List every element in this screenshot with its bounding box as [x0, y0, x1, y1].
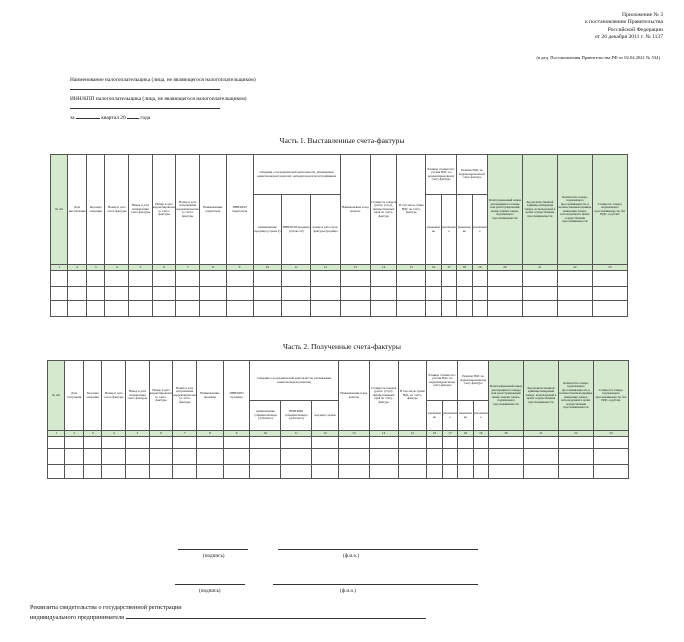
p1-col-2: Дата выставления: [68, 155, 87, 265]
column-number: 3: [86, 265, 105, 271]
table-cell[interactable]: [487, 287, 522, 301]
appendix-line-4: от 26 декабря 2011 г. № 1137: [594, 34, 663, 41]
table-cell[interactable]: [427, 449, 442, 465]
p2-col-19: увеличение: [473, 401, 488, 431]
p2-col-3: Код вида операции: [83, 361, 102, 431]
p2-data-row: [48, 465, 629, 479]
column-number: 17: [442, 431, 457, 437]
table-cell[interactable]: [487, 271, 522, 287]
table-cell[interactable]: [253, 271, 282, 287]
p2-col-9: ИНН/КПП продавца: [223, 361, 250, 431]
table-cell[interactable]: [282, 301, 311, 317]
table-cell[interactable]: [223, 437, 250, 449]
table-cell[interactable]: [442, 465, 457, 479]
fio-line-1: [278, 549, 478, 550]
column-number: 23: [593, 431, 628, 437]
table-cell[interactable]: [522, 287, 557, 301]
table-cell[interactable]: [83, 449, 102, 465]
p1-col-17: увеличение: [441, 195, 456, 265]
p1-col-7: Номер и дата исправления корректировочного счета-фактуры: [176, 155, 200, 265]
table-cell[interactable]: [102, 465, 126, 479]
p2-col-20: Регистрационный номер декларации на товары или регистрационный номер партии товара, подлежащего прослеживаемости: [489, 361, 524, 431]
p1-col-19: увеличение: [472, 195, 487, 265]
table-cell[interactable]: [557, 287, 592, 301]
table-cell[interactable]: [472, 287, 487, 301]
table-cell[interactable]: [197, 465, 224, 479]
period-goda: года: [140, 115, 151, 121]
taxpayer-name-label: Наименование налогоплательщика (лица, не являющегося налогоплательщиком): [70, 77, 256, 83]
table-cell[interactable]: [592, 301, 627, 317]
table-cell[interactable]: [253, 301, 282, 317]
table-cell[interactable]: [311, 271, 341, 287]
table-cell[interactable]: [129, 271, 153, 287]
table-cell[interactable]: [370, 301, 397, 317]
table-cell[interactable]: [48, 465, 65, 479]
table-cell[interactable]: [86, 271, 105, 287]
table-cell[interactable]: [312, 465, 339, 479]
table-cell[interactable]: [458, 449, 473, 465]
column-number: 16: [427, 431, 442, 437]
signature-caption-2: (подпись): [199, 588, 221, 594]
signature-caption-1: (подпись): [203, 553, 225, 559]
table-cell[interactable]: [152, 287, 176, 301]
column-number: 1: [51, 265, 68, 271]
table-cell[interactable]: [68, 301, 87, 317]
column-number: 7: [173, 431, 197, 437]
table-cell[interactable]: [149, 465, 173, 479]
taxpayer-name-line: [70, 89, 220, 90]
p1-col-20: Регистрационный номер декларации на товары или регистрационный номер партии товара, подлежащего прослеживаемости: [487, 155, 522, 265]
column-number: 9: [223, 431, 250, 437]
requisites-block: [30, 603, 426, 623]
p1-col-18: уменьшение: [457, 195, 472, 265]
column-number: 17: [441, 265, 456, 271]
column-number: 2: [68, 265, 87, 271]
table-cell[interactable]: [426, 287, 441, 301]
table-cell[interactable]: [51, 271, 68, 287]
table-cell[interactable]: [473, 437, 488, 449]
column-number: 1: [48, 431, 65, 437]
table-cell[interactable]: [126, 465, 150, 479]
table-cell[interactable]: [398, 437, 427, 449]
table-cell[interactable]: [105, 287, 129, 301]
p2-col-4: Номер и дата счета-фактуры: [102, 361, 126, 431]
column-number: 4: [105, 265, 129, 271]
p2-data-row: [48, 437, 629, 449]
table-cell[interactable]: [152, 301, 176, 317]
p1-col-6: Номер и дата корректировочного счета-фактуры: [152, 155, 176, 265]
table-cell[interactable]: [593, 449, 628, 465]
column-number: 19: [472, 265, 487, 271]
column-number: 14: [370, 265, 397, 271]
column-number: 22: [558, 431, 593, 437]
p1-data-row: [51, 287, 628, 301]
table-cell[interactable]: [311, 287, 341, 301]
table-cell[interactable]: [149, 449, 173, 465]
p2-col-15: В том числе сумма НДС по счету-фактуре: [398, 361, 427, 431]
column-number: 21: [523, 431, 558, 437]
appendix-line-3: Российской Федерации: [607, 26, 663, 33]
p2-col-22: Количество товара, подлежащего прослеживаемости, в количественной единице измерения товара, используемой в целях осуществления прослеживаемости: [558, 361, 593, 431]
table-cell[interactable]: [129, 287, 153, 301]
column-number: 10: [253, 265, 282, 271]
table-cell[interactable]: [427, 437, 442, 449]
column-number: 12: [311, 265, 341, 271]
table-cell[interactable]: [226, 271, 253, 287]
table-cell[interactable]: [86, 301, 105, 317]
requisites-line-2-text: индивидуального предпринимателя: [30, 614, 125, 621]
column-number: 4: [102, 431, 126, 437]
table-cell[interactable]: [105, 271, 129, 287]
column-number: 18: [458, 431, 473, 437]
table-cell[interactable]: [253, 287, 282, 301]
table-cell[interactable]: [472, 271, 487, 287]
p1-col-9: ИНН/КПП покупателя: [226, 155, 253, 265]
table-cell[interactable]: [442, 449, 457, 465]
p1-group-diff-cost: Разница стоимости с учетом НДС по корректировочному счету-фактуре: [426, 155, 457, 195]
p2-data-row: [48, 449, 629, 465]
table-cell[interactable]: [173, 449, 197, 465]
appendix-header: [585, 12, 663, 42]
p2-col-6: Номер и дата корректировочного счета-фактуры: [149, 361, 173, 431]
table-cell[interactable]: [340, 301, 370, 317]
p2-col-13: Наименование и код валюты: [338, 361, 369, 431]
table-cell[interactable]: [176, 271, 200, 287]
column-number: 8: [200, 265, 227, 271]
p2-col-7: Номер и дата исправления корректировочного счета-фактуры: [173, 361, 197, 431]
column-number: 9: [226, 265, 253, 271]
table-cell[interactable]: [65, 437, 84, 449]
table-cell[interactable]: [557, 271, 592, 287]
column-number: 12: [312, 431, 339, 437]
table-cell[interactable]: [369, 449, 398, 465]
taxpayer-inn-label: ИНН/КПП налогоплательщика (лица, не являющегося налогоплательщиком): [70, 96, 247, 102]
table-cell[interactable]: [523, 437, 558, 449]
table-cell[interactable]: [129, 301, 153, 317]
column-number: 6: [149, 431, 173, 437]
table-cell[interactable]: [68, 287, 87, 301]
table-cell[interactable]: [442, 437, 457, 449]
p2-col-21: Код количественной единицы измерения товара, используемой в целях осуществления прослеживаемости: [523, 361, 558, 431]
column-number: 16: [426, 265, 441, 271]
table-cell[interactable]: [473, 465, 488, 479]
table-cell[interactable]: [126, 449, 150, 465]
table-cell[interactable]: [398, 465, 427, 479]
table-cell[interactable]: [282, 271, 311, 287]
p1-col-4: Номер и дата счета-фактуры: [105, 155, 129, 265]
table-cell[interactable]: [311, 301, 341, 317]
fio-line-2: [273, 584, 478, 585]
table-cell[interactable]: [200, 287, 227, 301]
table-cell[interactable]: [126, 437, 150, 449]
p2-col-2: Дата получения: [65, 361, 84, 431]
table-cell[interactable]: [473, 449, 488, 465]
table-cell[interactable]: [397, 271, 426, 287]
column-number: 15: [398, 431, 427, 437]
p2-col-17: увеличение: [442, 401, 457, 431]
table-cell[interactable]: [558, 465, 593, 479]
table-cell[interactable]: [48, 449, 65, 465]
p1-col-3: Код вида операции: [86, 155, 105, 265]
table-cell[interactable]: [250, 465, 281, 479]
table-cell[interactable]: [522, 271, 557, 287]
table-cell[interactable]: [176, 287, 200, 301]
p2-col-11: ИНН/КПП субкомиссионера (субагента): [281, 401, 312, 431]
table-cell[interactable]: [441, 287, 456, 301]
period-za: за: [70, 115, 75, 121]
appendix-line-2: к постановлению Правительства: [585, 19, 663, 26]
p1-col-15: В том числе сумма НДС по счету-фактуре: [397, 155, 426, 265]
signature-line-1: [178, 549, 248, 550]
table-cell[interactable]: [458, 465, 473, 479]
table-cell[interactable]: [83, 465, 102, 479]
column-number: 18: [457, 265, 472, 271]
table-cell[interactable]: [397, 301, 426, 317]
table-cell[interactable]: [457, 287, 472, 301]
taxpayer-inn-line: [70, 108, 220, 109]
column-number: 7: [176, 265, 200, 271]
column-number: 2: [65, 431, 84, 437]
table-cell[interactable]: [223, 465, 250, 479]
table-cell[interactable]: [427, 465, 442, 479]
table-cell[interactable]: [312, 449, 339, 465]
table-cell[interactable]: [250, 449, 281, 465]
p1-col-12: номер и дата счета-фактуры продавца: [311, 195, 341, 265]
table-cell[interactable]: [397, 287, 426, 301]
table-cell[interactable]: [173, 437, 197, 449]
table-cell[interactable]: [441, 301, 456, 317]
table-cell[interactable]: [200, 271, 227, 287]
table-cell[interactable]: [558, 437, 593, 449]
p1-col-13: Наименование и код валюты: [340, 155, 370, 265]
column-number: 13: [338, 431, 369, 437]
table-cell[interactable]: [226, 287, 253, 301]
column-number: 6: [152, 265, 176, 271]
column-number: 13: [340, 265, 370, 271]
fio-caption-1: (ф.и.о.): [343, 553, 360, 559]
table-cell[interactable]: [281, 449, 312, 465]
table-cell[interactable]: [458, 437, 473, 449]
table-cell[interactable]: [487, 301, 522, 317]
table-cell[interactable]: [102, 449, 126, 465]
table-cell[interactable]: [86, 287, 105, 301]
table-cell[interactable]: [83, 437, 102, 449]
p2-col-12: код вида сделки: [312, 401, 339, 431]
p1-col-11: ИНН/КПП продавца (строка 2б): [282, 195, 311, 265]
table-cell[interactable]: [441, 271, 456, 287]
table-cell[interactable]: [340, 271, 370, 287]
p2-group-diff-vat: Разница НДС по корректировочному счету-фактуре: [458, 361, 489, 401]
part2-title: Часть 2. Полученные счета-фактуры: [283, 342, 401, 351]
table-cell[interactable]: [426, 271, 441, 287]
table-cell[interactable]: [489, 437, 524, 449]
p1-col-21: Код количественной единицы измерения товара, используемой в целях осуществления прослеживаемости: [522, 155, 557, 265]
p2-col-14: Стоимость товаров (работ, услуг), имущественных прав по счету-фактуре: [369, 361, 398, 431]
table-cell[interactable]: [173, 465, 197, 479]
p2-col-1: № п/п: [48, 361, 65, 431]
table-cell[interactable]: [149, 437, 173, 449]
column-number: 11: [281, 431, 312, 437]
column-number: 19: [473, 431, 488, 437]
table-cell[interactable]: [338, 465, 369, 479]
column-number: 10: [250, 431, 281, 437]
fio-caption-2: (ф.и.о.): [340, 588, 357, 594]
table-cell[interactable]: [250, 437, 281, 449]
table-cell[interactable]: [223, 449, 250, 465]
table-cell[interactable]: [426, 301, 441, 317]
p1-data-row: [51, 301, 628, 317]
p2-col-5: Номер и дата исправления счета-фактуры: [126, 361, 150, 431]
column-number: 22: [557, 265, 592, 271]
column-number: 8: [197, 431, 224, 437]
table-cell[interactable]: [489, 449, 524, 465]
column-number: 5: [126, 431, 150, 437]
signature-line-2: [175, 584, 245, 585]
table-cell[interactable]: [152, 271, 176, 287]
p1-col-14: Стоимость товаров (работ, услуг), имущественных прав по счету-фактуре: [370, 155, 397, 265]
column-number: 20: [489, 431, 524, 437]
table-cell[interactable]: [197, 449, 224, 465]
column-number: 21: [522, 265, 557, 271]
table-cell[interactable]: [105, 301, 129, 317]
table-cell[interactable]: [65, 449, 84, 465]
table-cell[interactable]: [522, 301, 557, 317]
table-cell[interactable]: [340, 287, 370, 301]
table-cell[interactable]: [370, 287, 397, 301]
table-cell[interactable]: [226, 301, 253, 317]
p1-col-22: Количество товара, подлежащего прослеживаемости, в количественной единице измерения товара, используемой в целях осуществления прослеживаемости: [557, 155, 592, 265]
p2-col-8: Наименование продавца: [197, 361, 224, 431]
table-cell[interactable]: [593, 465, 628, 479]
p1-group-diff-vat: Разница НДС по корректировочному счету-фактуре: [457, 155, 488, 195]
column-number: 11: [282, 265, 311, 271]
requisites-line-1: Реквизиты свидетельства о государственной регистрации: [30, 604, 182, 611]
p2-group-diff-cost: Разница стоимости с учетом НДС по корректировочному счету-фактуре: [427, 361, 458, 401]
table-cell[interactable]: [68, 271, 87, 287]
table-cell[interactable]: [489, 465, 524, 479]
p2-col-16: уменьшение: [427, 401, 442, 431]
p1-col-23: Стоимость товара, подлежащего прослеживаемости, без НДС, в рублях: [592, 155, 627, 265]
column-number: 23: [592, 265, 627, 271]
p1-group-intermediary: Сведения о посреднической деятельности, указываемые комиссионером (агентом), экспедитором или застройщиком: [253, 155, 340, 195]
table-cell[interactable]: [369, 437, 398, 449]
table-cell[interactable]: [197, 437, 224, 449]
p1-data-row: [51, 271, 628, 287]
table-cell[interactable]: [338, 437, 369, 449]
p1-col-5: Номер и дата исправления счета-фактуры: [129, 155, 153, 265]
table-cell[interactable]: [65, 465, 84, 479]
requisites-line-2: [30, 613, 426, 623]
table-cell[interactable]: [592, 287, 627, 301]
part1-title: Часть 1. Выставленные счета-фактуры: [279, 136, 405, 145]
p1-col-8: Наименование покупателя: [200, 155, 227, 265]
table-cell[interactable]: [48, 437, 65, 449]
p2-col-18: уменьшение: [458, 401, 473, 431]
table-cell[interactable]: [592, 271, 627, 287]
p2-group-intermediary: Сведения о посреднической деятельности, указываемые комиссионером (агентом): [250, 361, 338, 401]
table-cell[interactable]: [370, 271, 397, 287]
p2-col-23: Стоимость товара, подлежащего прослеживаемости, без НДС, в рублях: [593, 361, 628, 431]
period-row: [70, 115, 150, 121]
table-cell[interactable]: [472, 301, 487, 317]
appendix-title: Приложение № 3: [622, 12, 663, 18]
column-number: 15: [397, 265, 426, 271]
table-cell[interactable]: [457, 271, 472, 287]
table-cell[interactable]: [398, 449, 427, 465]
p1-col-16: уменьшение: [426, 195, 441, 265]
table-cell[interactable]: [558, 449, 593, 465]
part2-table: [47, 360, 629, 479]
column-number: 20: [487, 265, 522, 271]
table-cell[interactable]: [281, 465, 312, 479]
edition-note: (в ред. Постановления Правительства РФ от 02.04.2021 № 534): [536, 55, 660, 60]
table-cell[interactable]: [338, 449, 369, 465]
period-kvartal: квартал 20: [101, 115, 126, 121]
table-cell[interactable]: [523, 449, 558, 465]
column-number: 5: [129, 265, 153, 271]
table-cell[interactable]: [557, 301, 592, 317]
part1-table: [50, 154, 628, 317]
table-cell[interactable]: [282, 287, 311, 301]
table-cell[interactable]: [51, 287, 68, 301]
column-number: 3: [83, 431, 102, 437]
table-cell[interactable]: [312, 437, 339, 449]
table-cell[interactable]: [523, 465, 558, 479]
p1-col-10: наименование продавца (строка 2): [253, 195, 282, 265]
table-cell[interactable]: [51, 301, 68, 317]
p2-col-10: наименование субкомиссионера (субагента): [250, 401, 281, 431]
table-cell[interactable]: [281, 437, 312, 449]
table-cell[interactable]: [369, 465, 398, 479]
table-cell[interactable]: [176, 301, 200, 317]
column-number: 14: [369, 431, 398, 437]
p1-col-1: № п/п: [51, 155, 68, 265]
table-cell[interactable]: [200, 301, 227, 317]
table-cell[interactable]: [102, 437, 126, 449]
table-cell[interactable]: [457, 301, 472, 317]
table-cell[interactable]: [593, 437, 628, 449]
